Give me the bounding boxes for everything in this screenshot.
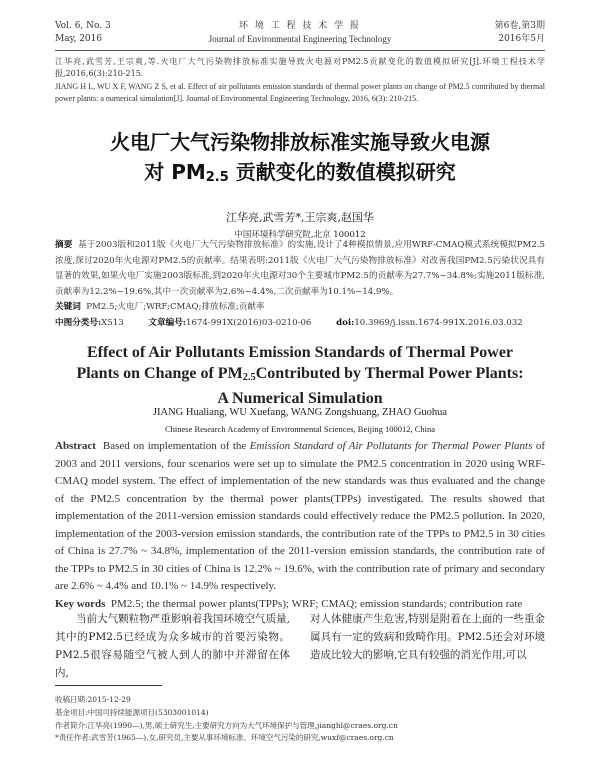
keywords-zh <box>55 300 545 316</box>
title-zh-pm: 对 PM <box>144 160 206 184</box>
clc-number: X513 <box>101 317 124 328</box>
footnote-corresponding-author: *责任作者:武雪芳(1965—),女,研究员,主要从事环境标准、环境空气污染的研究,wuxf@craes.org.cn <box>55 733 394 743</box>
title-zh-line2 <box>0 157 600 193</box>
article-meta <box>55 316 545 332</box>
title-en-line3: A Numerical Simulation <box>217 390 383 407</box>
abstract-zh-label: 摘要 <box>55 240 73 250</box>
footnote-fund: 基金项目:中国可持续能源项目(5303001014) <box>55 707 209 717</box>
doc-label: 文章编号: <box>148 317 186 328</box>
abstract-en-text-pre: Based on implementation of the <box>102 440 250 452</box>
footnote-received-date: 收稿日期:2015-12-29 <box>55 695 131 704</box>
abstract-en-text-post: of 2003 and 2011 versions, four scenarios were set up to simulate the PM2.5 concentration in 2020 using WRF-CMAQ model system. The effect of implementation of the new standards was thus evaluated and the change of the PM2.5 concentration by the thermal power plants(TPPs) investigated. The results showed that implementation of the 2011-version emission standards could effectively reduce the PM2.5 pollution. In 2020, implementation of the 2003-version emission standards, the contribution rate of the TPPs to PM2.5 in 30 cities of China is 27.7% ~ 34.8%, implementation of the 2011-version emission standards, the contribution rate of the TPPs to PM2.5 in 30 cities of China is 12.2% ~ 19.6%, with the contribution rate of primary and secondary are 2.6% ~ 4.4% and 10.1% ~ 14.9% respectively. <box>55 440 545 592</box>
title-zh-rest: 贡献变化的数值模拟研究 <box>228 160 456 184</box>
doc-number: 1674-991X(2016)03-0210-06 <box>185 317 312 328</box>
abstract-zh-text: 基于2003版和2011版《火电厂大气污染物排放标准》的实施,设计了4种模拟情景,应用WRF-CMAQ模式系统模拟PM2.5浓度,探讨2020年火电源对PM2.5的贡献率。结果表明:2011版《火电厂大气污染物排放标准》对改善我国PM2.5污染状况具有显著的效果,如果火电厂实施2003版标准,到2020年火电源对30个主要城市PM2.5的贡献率为27.7%~34.8%;实施2011版标准,贡献率为12.2%~19.6%,其中一次贡献率为2.6%~4.4%,二次贡献率为10.1%~14.9%。 <box>55 240 545 297</box>
title-zh-subscript: 2.5 <box>205 170 229 185</box>
abstract-zh <box>55 238 545 332</box>
title-en-line2 <box>0 363 600 388</box>
abstract-en <box>55 438 545 613</box>
abstract-zh-body <box>55 238 545 300</box>
title-en-line2-pre: Plants on Change of PM <box>76 365 243 382</box>
keywords-en-text: PM2.5; the thermal power plants(TPPs); WRF; CMAQ; emission standards; contribution rate <box>110 597 523 610</box>
abstract-en-body <box>55 438 545 596</box>
issue-date-zh: 2016年5月 <box>498 34 545 44</box>
footnote-author-bio: 作者简介:江华亮(1990—),男,硕士研究生,主要研究方向为大气环境保护与管理,jianghl@craes.org.cn <box>55 720 398 730</box>
authors-zh: 江华亮,武雪芳*,王宗爽,赵国华 <box>226 211 374 224</box>
body-column-left: 当前大气颗粒物严重影响着我国环境空气质量,其中的PM2.5已经成为众多城市的首要污染物。PM2.5很容易随空气被人到人的肺中并滞留在体内, <box>55 613 290 679</box>
title-en-line1: Effect of Air Pollutants Emission Standards of Thermal Power <box>86 344 514 361</box>
affiliation-en: Chinese Research Academy of Environmental Sciences, Beijing 100012, China <box>164 424 436 434</box>
authors-en: JIANG Hualiang, WU Xuefang, WANG Zongshuang, ZHAO Guohua <box>152 407 448 418</box>
citation-en: JIANG H L, WU X F, WANG Z S, et al. Effect of air pollutants emission standards of thermal power plants on change of PM2.5 contributed by thermal power plants: a numerical simulation[J]. Journal of Environmental Engineering Technology, 2016, 6(3): 210-215. <box>55 82 545 103</box>
title-en <box>0 342 600 409</box>
journal-name-en: Journal of Environmental Engineering Technology <box>208 34 392 44</box>
keywords-zh-label: 关键词 <box>55 302 81 313</box>
keywords-en-label: Key words <box>55 597 106 610</box>
abstract-en-label: Abstract <box>55 440 96 452</box>
title-en-subscript: 2.5 <box>242 372 256 383</box>
volume-number-zh: 第6卷,第3期 <box>494 21 545 31</box>
title-zh <box>0 127 600 193</box>
doi-label: doi: <box>336 317 355 328</box>
title-en-line2-post: Contributed by Thermal Power Plants: <box>255 365 524 382</box>
body-column-right: 对人体健康产生危害,特别是附着在上面的一些重金属具有一定的致病和致畸作用。PM2.5还会对环境造成比较大的影响,它具有较强的消光作用,可以 <box>310 613 545 661</box>
issue-date-en: May, 2016 <box>55 34 103 44</box>
doi-number: 10.3969/j.issn.1674-991X.2016.03.032 <box>354 317 523 328</box>
abstract-en-standard-name: Emission Standard of Air Pollutants for Thermal Power Plants <box>249 440 533 452</box>
keywords-zh-text: PM2.5;火电厂;WRF;CMAQ;排放标准;贡献率 <box>86 302 265 313</box>
title-zh-line1: 火电厂大气污染物排放标准实施导致火电源 <box>110 130 490 154</box>
footnotes <box>55 694 545 745</box>
volume-number: Vol. 6, No. 3 <box>55 21 111 31</box>
clc-label: 中图分类号: <box>55 317 102 328</box>
footnote-rule <box>55 685 162 686</box>
affiliation-zh: 中国环境科学研究院,北京 100012 <box>234 230 366 240</box>
header-rule <box>55 50 545 51</box>
journal-name-zh: 环 境 工 程 技 术 学 报 <box>238 21 362 31</box>
citation-zh: 江华亮,武雪芳,王宗爽,等.火电厂大气污染物排放标准实施导致火电源对PM2.5贡献变化的数值模拟研究[J].环境工程技术学报,2016,6(3):210-215. <box>55 57 545 78</box>
volume-info-zh <box>495 20 545 46</box>
